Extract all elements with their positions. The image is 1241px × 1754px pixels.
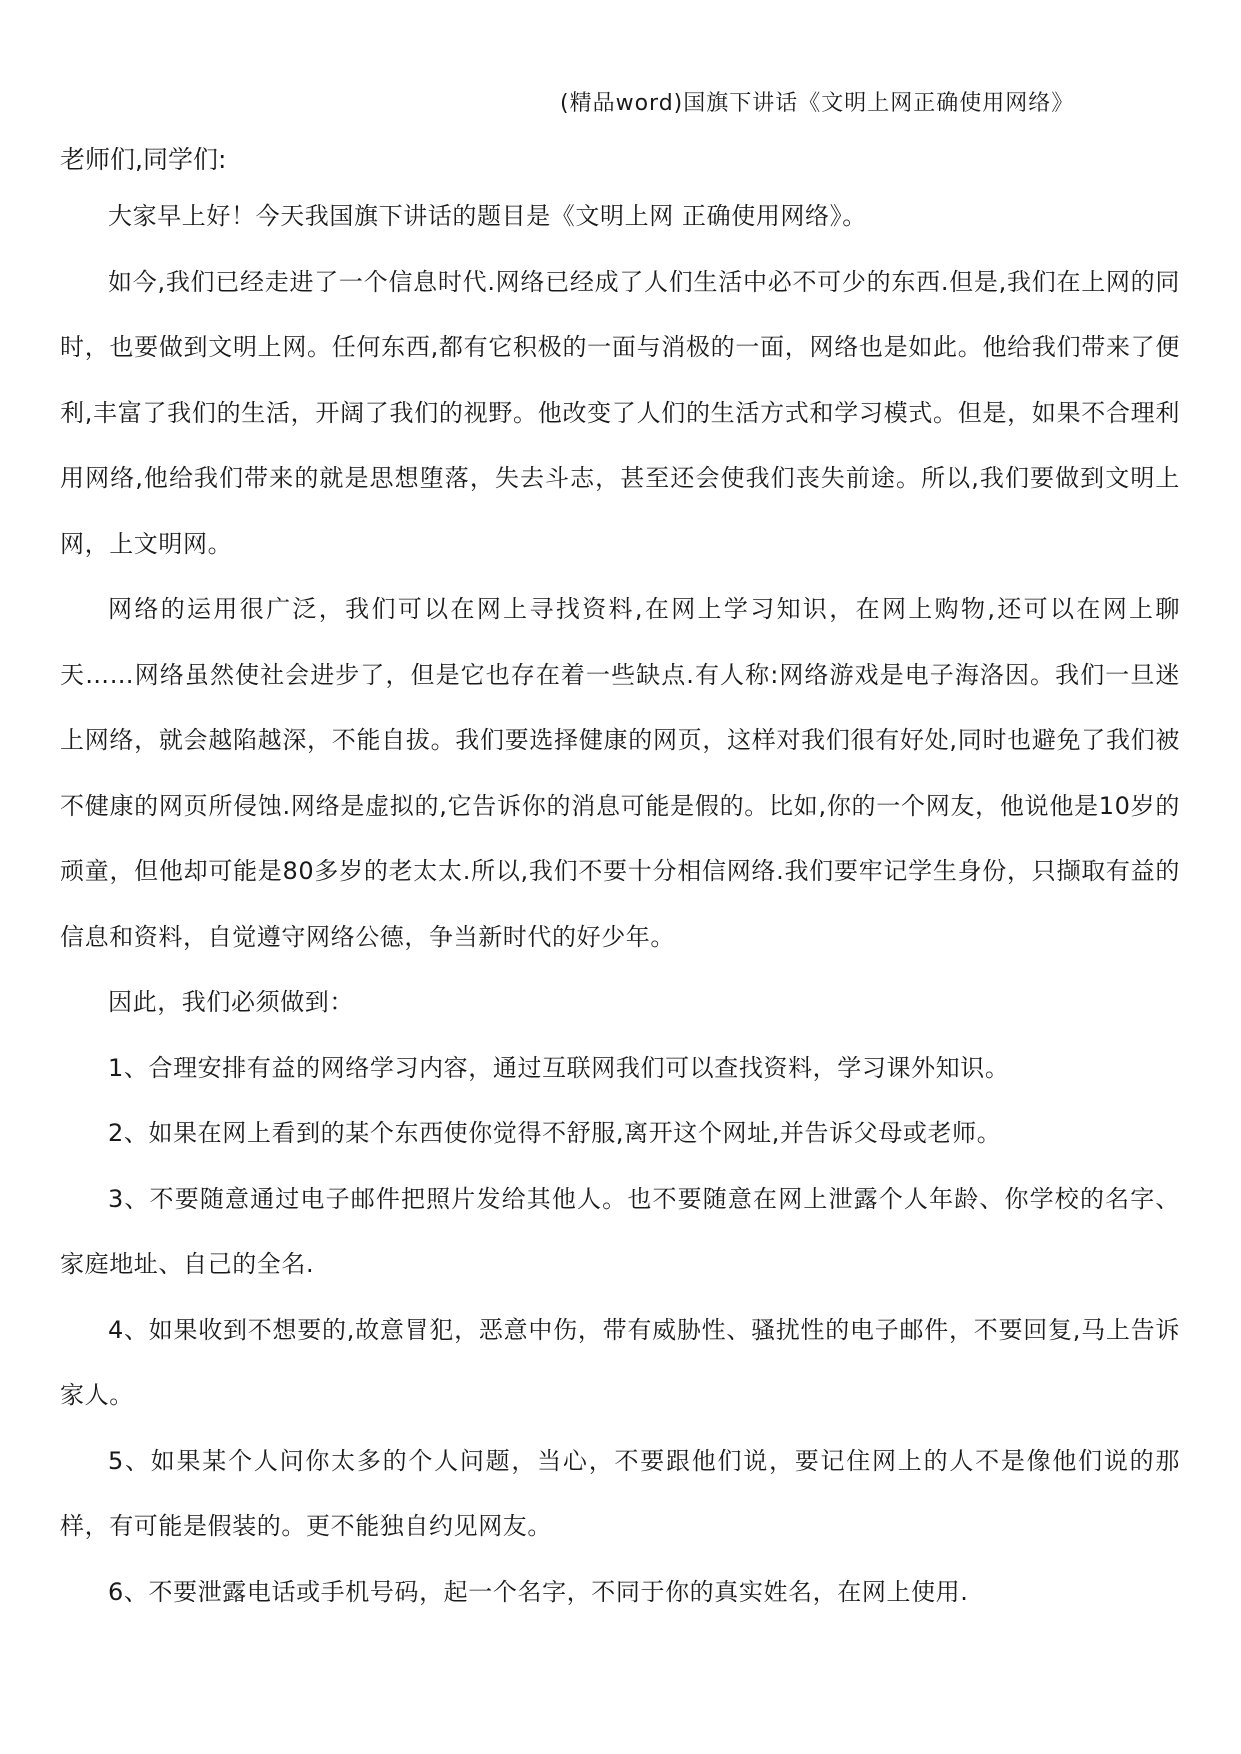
rule-item-2: 2、如果在网上看到的某个东西使你觉得不舒服,离开这个网址,并告诉父母或老师。 bbox=[108, 1119, 1002, 1147]
paragraph-network-usage: 网络的运用很广泛，我们可以在网上寻找资料,在网上学习知识，在网上购物,还可以在网上聊天……网络虽然使社会进步了，但是它也存在着一些缺点.有人称:网络游戏是电子海洛因。我们一旦迷上网络，就会越陷越深，不能自拔。我们要选择健康的网页，这样对我们很有好处,同时也避免了我们被不健康的网页所侵蚀.网络是虚拟的,它告诉你的消息可能是假的。比如,你的一个网友，他说他是10岁的顽童，但他却可能是80多岁的老太太.所以,我们不要十分相信网络.我们要牢记学生身份，只撷取有益的信息和资料，自觉遵守网络公德，争当新时代的好少年。 bbox=[60, 595, 1180, 951]
rule-item-5: 5、如果某个人问你太多的个人问题，当心，不要跟他们说，要记住网上的人不是像他们说的那样，有可能是假装的。更不能独自约见网友。 bbox=[60, 1446, 1180, 1540]
speech-body bbox=[60, 184, 1180, 1625]
paragraph-information-age: 如今,我们已经走进了一个信息时代.网络已经成了人们生活中必不可少的东西.但是,我们在上网的同时，也要做到文明上网。任何东西,都有它积极的一面与消极的一面，网络也是如此。他给我们带来了便利,丰富了我们的生活，开阔了我们的视野。他改变了人们的生活方式和学习模式。但是，如果不合理利用网络,他给我们带来的就是思想堕落，失去斗志，甚至还会使我们丧失前途。所以,我们要做到文明上网，上文明网。 bbox=[60, 267, 1180, 558]
paragraph-intro: 大家早上好！今天我国旗下讲话的题目是《文明上网 正确使用网络》。 bbox=[108, 202, 867, 230]
rule-item-4: 4、如果收到不想要的,故意冒犯，恶意中伤，带有威胁性、骚扰性的电子邮件，不要回复,马上告诉家人。 bbox=[60, 1315, 1180, 1409]
paragraph-therefore: 因此，我们必须做到： bbox=[108, 988, 354, 1016]
document-header-title: (精品word)国旗下讲话《文明上网正确使用网络》 bbox=[560, 91, 1075, 116]
rule-item-3: 3、不要随意通过电子邮件把照片发给其他人。也不要随意在网上泄露个人年龄、你学校的名字、家庭地址、自己的全名. bbox=[60, 1184, 1180, 1278]
greeting-line: 老师们,同学们: bbox=[60, 145, 227, 174]
rule-item-1: 1、合理安排有益的网络学习内容，通过互联网我们可以查找资料，学习课外知识。 bbox=[108, 1053, 1010, 1082]
rule-item-6: 6、不要泄露电话或手机号码，起一个名字，不同于你的真实姓名，在网上使用. bbox=[108, 1577, 969, 1606]
